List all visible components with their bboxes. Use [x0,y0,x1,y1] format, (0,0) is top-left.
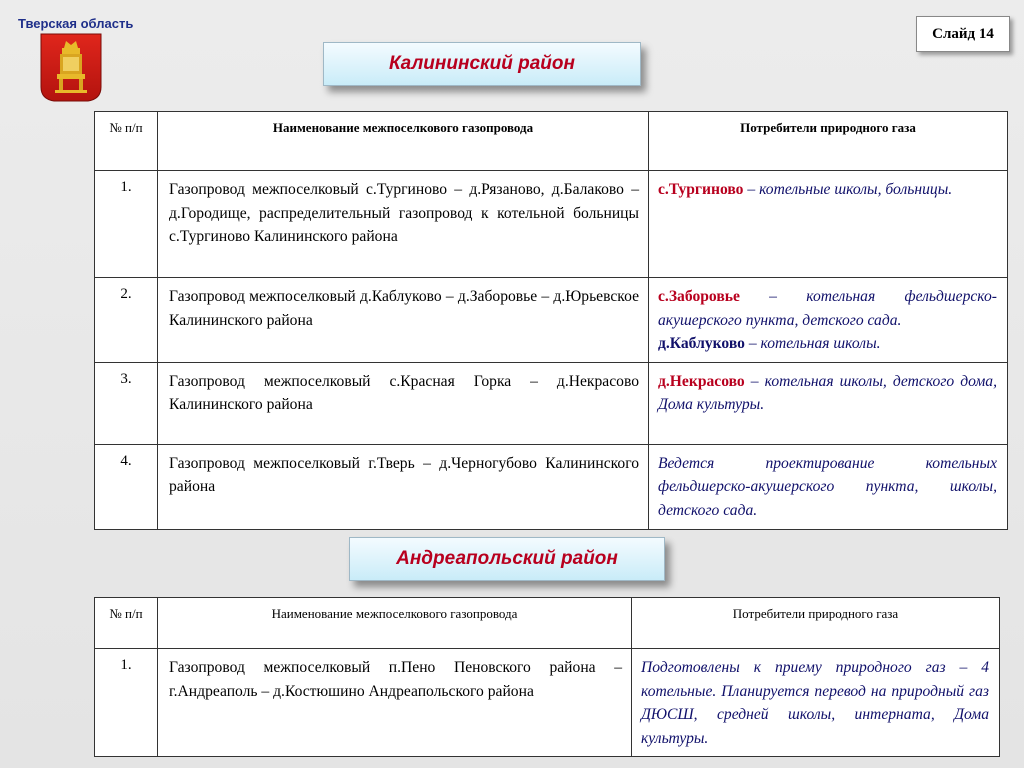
column-header-consumers: Потребители природного газа [632,598,1000,649]
table-row [95,362,1008,444]
pipeline-name: Газопровод межпоселковый п.Пено Пеновского района – г.Андреаполь – д.Костюшино Андреапольского района [158,649,632,757]
coat-of-arms-icon [40,33,102,103]
pipelines-table-kalininsky [94,111,1008,530]
column-header-name: Наименование межпоселкового газопровода [158,598,632,649]
table-row [95,171,1008,278]
gas-consumers [649,278,1008,363]
row-number: 1. [95,649,158,757]
gas-consumers: Ведется проектирование котельных фельдшерско-акушерского пункта, школы, детского сада. [649,444,1008,529]
table-row [95,278,1008,363]
table-header-row [95,598,1000,649]
table-row [95,649,1000,757]
row-number: 1. [95,171,158,278]
settlement-name: с.Заборовье [658,288,740,305]
consumers-text: – котельная школы, детского дома, Дома культуры. [658,372,997,414]
slide-number: Слайд 14 [916,16,1010,52]
column-header-name: Наименование межпоселкового газопровода [158,112,649,171]
column-header-number: № п/п [95,598,158,649]
consumers-text: – котельная фельдшерско-акушерского пункта, детского сада. [658,288,997,329]
settlement-name: с.Тургиново [658,181,744,198]
pipeline-name: Газопровод межпоселковый д.Каблуково – д.Заборовье – д.Юрьевское Калининского района [158,278,649,363]
column-header-number: № п/п [95,112,158,171]
column-header-consumers: Потребители природного газа [649,112,1008,171]
pipeline-name: Газопровод межпоселковый с.Тургиново – д.Рязаново, д.Балаково – д.Городище, распределительный газопровод к котельной больницы с.Тургиново Калининского района [158,171,649,278]
row-number: 3. [95,362,158,444]
pipelines-table-andreapolsky [94,597,1000,757]
table-row [95,444,1008,529]
settlement-name: д.Некрасово [658,372,745,390]
pipeline-name: Газопровод межпоселковый с.Красная Горка – д.Некрасово Калининского района [158,362,649,444]
gas-consumers [649,171,1008,278]
gas-consumers [649,362,1008,444]
row-number: 4. [95,444,158,529]
settlement-name: д.Каблуково [658,335,745,353]
consumers-text: – котельные школы, больницы. [743,181,953,198]
gas-consumers: Подготовлены к приему природного газ – 4 котельные. Планируется перевод на природный газ ДЮСШ, средней школы, интерната, Дома культуры. [632,649,1000,757]
row-number: 2. [95,278,158,363]
region-label: Тверская область [18,16,134,31]
district-title-kalininsky: Калининский район [323,42,641,86]
consumers-text: – котельная школы. [744,335,881,353]
pipeline-name: Газопровод межпоселковый г.Тверь – д.Черногубово Калининского района [158,444,649,529]
table-header-row [95,112,1008,171]
district-title-andreapolsky: Андреапольский район [349,537,665,581]
